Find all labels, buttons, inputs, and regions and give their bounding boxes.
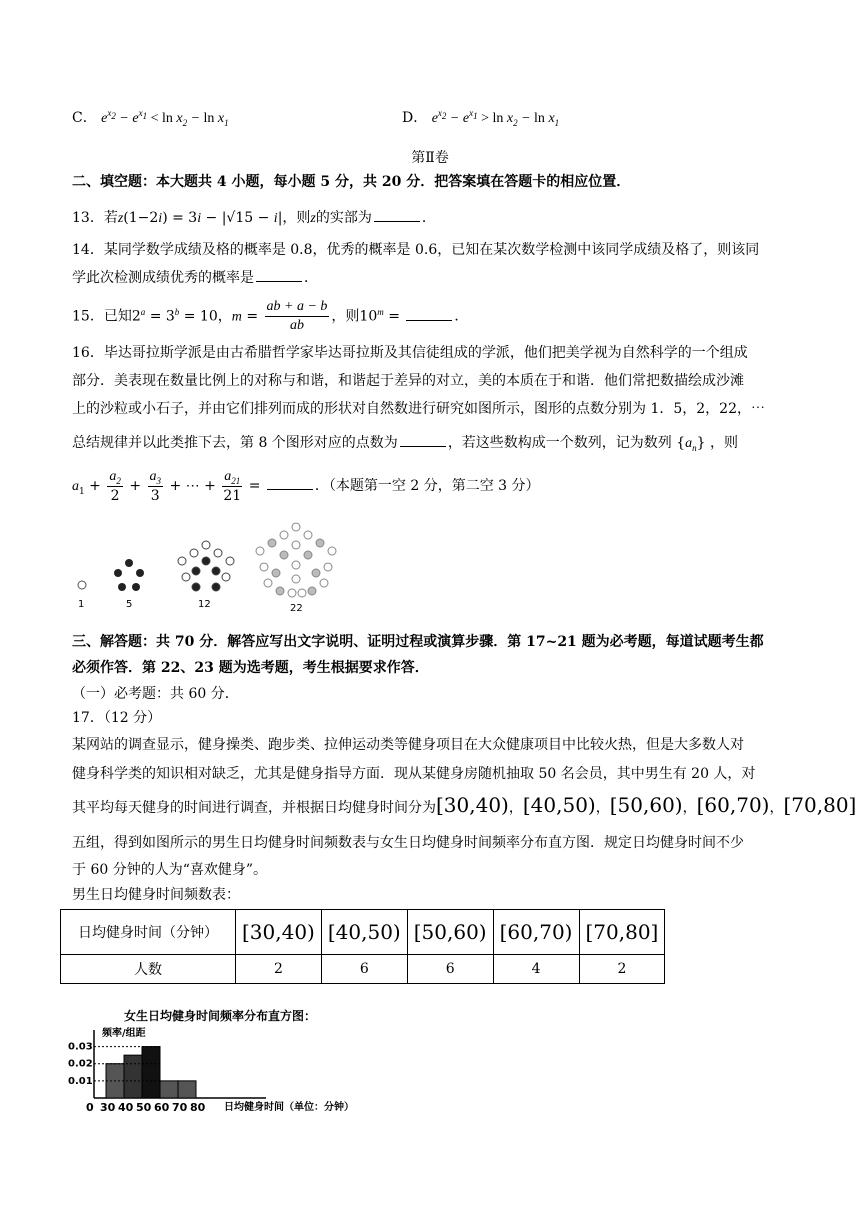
question-16-line1: 16．毕达哥拉斯学派是由古希腊哲学家毕达哥拉斯及其信徒组成的学派，他们把美学视为自然科学的一个组成 (72, 345, 748, 361)
question-16-line4: 总结规律并以此类推下去，第 8 个图形对应的点数为 ，若这些数构成一个数列，记为数列 $\{a_n\}$ ，则 (72, 435, 739, 453)
pentagonal-numbers-figure (66, 515, 376, 615)
option-c: C． $e^{x_2} - e^{x_1} < \ln x_2 - \ln x_1$ (72, 108, 229, 128)
histogram-bar (178, 1081, 196, 1098)
question-13: 13．若z(1−2i) = 3i − |√15 − i|，则z的实部为 ． (72, 210, 436, 226)
x-tick-label: 0 (86, 1101, 94, 1114)
answer-blank[interactable] (400, 434, 446, 447)
table-cell: 6 (407, 955, 493, 984)
answer-blank[interactable] (374, 209, 420, 222)
required-section: （一）必考题：共 60 分． (72, 686, 239, 702)
x-ticks (86, 1101, 206, 1114)
part3-heading-line1: 三、解答题：共 70 分．解答应写出文字说明、证明过程或演算步骤．第 17~21 题为必考题，每道试题考生都 (72, 634, 764, 650)
y-tick-label: 0.01 (68, 1075, 93, 1087)
part3-heading-line2: 必须作答．第 22、23 题为选考题，考生根据要求作答． (72, 660, 429, 676)
figure-label-1: 1 (78, 599, 85, 610)
answer-blank[interactable] (406, 308, 452, 321)
table-interval: [40,50) (321, 910, 407, 955)
table-cell: 2 (579, 955, 665, 984)
answer-blank[interactable] (267, 477, 313, 490)
table-interval: [30,40) (236, 910, 322, 955)
question-17-p1: 某网站的调查显示，健身操类、跑步类、拉伸运动类等健身项目在大众健康项目中比较火热，但是大多数人对 (72, 737, 744, 753)
pentagon-5 (114, 559, 144, 591)
question-14-line1: 14．某同学数学成绩及格的概率是 0.8，优秀的概率是 0.6，已知在某次数学检测中该同学成绩及格了，则该同 (72, 242, 760, 258)
x-axis-label: 日均健身时间（单位：分钟） (224, 1102, 354, 1113)
question-17-p5: 于 60 分钟的人为“喜欢健身”。 (72, 862, 268, 878)
y-axis-label: 频率/组距 (102, 1028, 146, 1039)
x-tick-label: 40 (118, 1101, 134, 1114)
figure-label-4: 22 (290, 603, 303, 614)
figure-label-3: 12 (198, 599, 211, 610)
table-row (61, 955, 665, 984)
x-tick-label: 80 (190, 1101, 206, 1114)
table-interval: [60,70) (493, 910, 579, 955)
option-d: D． $e^{x_2} - e^{x_1} > \ln x_2 - \ln x_1$ (402, 108, 560, 128)
table-cell: 4 (493, 955, 579, 984)
question-16-line5: $a_1$ + $\frac{a_2}{2}$ + $\frac{a_3}{3}$ + ⋯ + $\frac{a_{21}}{21}$ = ．（本题第一空 2 分，第二空 3 分） (72, 468, 540, 504)
question-14-line2: 学此次检测成绩优秀的概率是 ． (72, 270, 318, 286)
histogram-bar (142, 1047, 160, 1098)
answer-blank[interactable] (256, 269, 302, 282)
bars (106, 1047, 196, 1098)
x-tick-label: 30 (100, 1101, 116, 1114)
question-17-number: 17．（12 分） (72, 710, 162, 726)
dot (78, 581, 86, 589)
x-tick-label: 60 (154, 1101, 170, 1114)
histogram-bar (160, 1081, 178, 1098)
male-frequency-table (60, 909, 665, 984)
chart-title: 女生日均健身时间频率分布直方图： (124, 1009, 317, 1023)
part2-heading: 二、填空题：本大题共 4 小题，每小题 5 分，共 20 分．把答案填在答题卡的相应位置． (72, 174, 631, 190)
table-cell: 6 (321, 955, 407, 984)
table-cell: 2 (236, 955, 322, 984)
section-title: 第Ⅱ卷 (411, 150, 449, 166)
table-caption: 男生日均健身时间频数表： (72, 887, 240, 903)
question-15: 15．已知$2^a = 3^b = 10$，m = $\frac{ab + a - b}{ab}$ ，则$10^m$ = ． (72, 299, 469, 333)
table-interval: [50,60) (407, 910, 493, 955)
pentagon-22 (256, 523, 336, 597)
y-tick-label: 0.02 (68, 1058, 93, 1070)
female-histogram (66, 990, 386, 1120)
table-row (61, 910, 665, 955)
question-17-p3: 其平均每天健身的时间进行调查，并根据日均健身时间分为[30,40)，[40,50)，[50,60)，[60,70)，[70,80] (72, 793, 857, 817)
pentagon-12 (178, 541, 234, 591)
y-tick-label: 0.03 (68, 1041, 93, 1053)
question-16-line2: 部分．美表现在数量比例上的对称与和谐，和谐起于差异的对立，美的本质在于和谐．他们常把数描绘成沙滩 (72, 373, 744, 389)
question-17-p2: 健身科学类的知识相对缺乏，尤其是健身指导方面．现从某健身房随机抽取 50 名会员，其中男生有 20 人，对 (72, 766, 756, 782)
table-interval: [70,80] (579, 910, 665, 955)
table-row-label: 人数 (61, 955, 236, 984)
x-tick-label: 70 (172, 1101, 188, 1114)
question-16-line3: 上的沙粒或小石子，并由它们排列而成的形状对自然数进行研究如图所示，图形的点数分别为 1．5，2，22，⋯ (72, 401, 765, 417)
table-header-label: 日均健身时间（分钟） (61, 910, 236, 955)
question-17-p4: 五组，得到如图所示的男生日均健身时间频数表与女生日均健身时间频率分布直方图．规定日均健身时间不少 (72, 835, 744, 851)
histogram-bar (124, 1055, 142, 1098)
x-tick-label: 50 (136, 1101, 152, 1114)
figure-label-2: 5 (126, 599, 133, 610)
